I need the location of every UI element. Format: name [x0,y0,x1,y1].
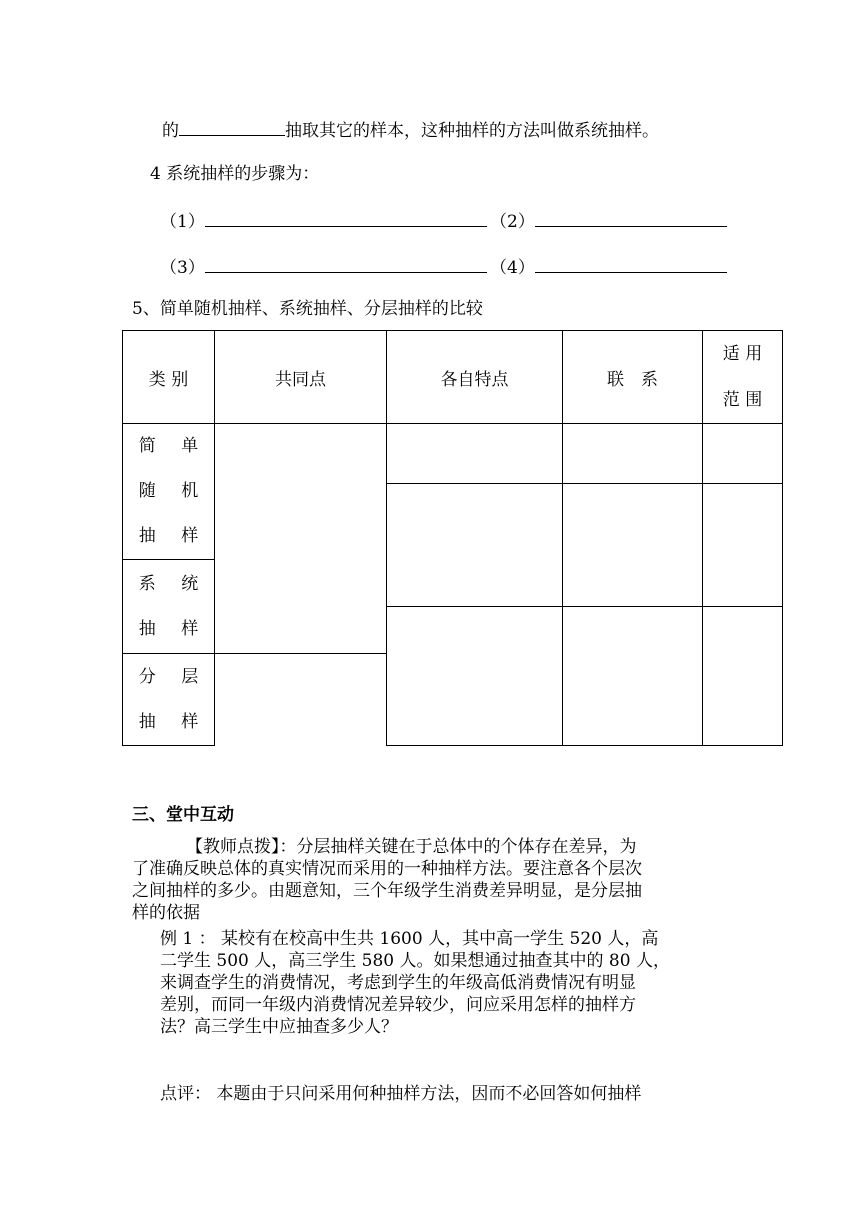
step-3-blank [205,254,487,273]
features-cell[interactable] [387,484,563,607]
section-title: 三、堂中互动 [132,805,234,825]
item5-title: 5、简单随机抽样、系统抽样、分层抽样的比较 [132,299,483,319]
table-header-row [123,331,783,424]
line-suffix: 抽取其它的样本，这种抽样的方法叫做系统抽样。 [285,121,659,141]
tip-line: 样的依据 [132,903,200,923]
step-2 [490,208,727,233]
step-4 [490,254,727,279]
example-1 [160,928,735,1038]
example-line: 二学生 500 人，高三学生 580 人。如果想通过抽查其中的 80 人， [160,951,670,971]
row-label-line: 系 统 [138,573,209,594]
teacher-tip [132,836,732,924]
blank-line [179,117,285,136]
scope-cell[interactable] [703,607,783,746]
fill-in-line [162,117,659,142]
row-label-line: 抽 样 [138,618,209,639]
row-simple-random [123,424,215,560]
step-3 [160,254,487,279]
relation-cell[interactable] [563,484,703,607]
comparison-table [122,330,783,746]
row-label-line: 分 层 [138,666,209,687]
table-row [123,424,783,484]
item4-title: 4 系统抽样的步骤为： [150,164,320,184]
features-cell[interactable] [387,607,563,746]
example-line: 法？高三学生中应抽查多少人？ [160,1017,398,1037]
header-features: 各自特点 [387,331,563,424]
step-4-blank [535,254,727,273]
tip-line: 【教师点拨】：分层抽样关键在于总体中的个体存在差异，为 [186,837,637,857]
step-1-label: （1） [160,212,205,232]
row-label-line: 随 机 [138,481,209,501]
tip-line: 之间抽样的多少。由题意知，三个年级学生消费差异明显，是分层抽 [132,881,642,901]
step-2-blank [535,208,727,227]
tip-line: 了准确反映总体的真实情况而采用的一种抽样方法。要注意各个层次 [132,859,642,879]
features-cell[interactable] [387,424,563,484]
relation-cell[interactable] [563,607,703,746]
scope-cell[interactable] [703,424,783,484]
row-label-line: 抽 样 [138,711,209,732]
common-cell[interactable] [215,424,387,654]
step-1-blank [205,208,487,227]
step-4-label: （4） [490,258,535,278]
step-1 [160,208,487,233]
scope-cell[interactable] [703,484,783,607]
header-scope-line1: 适 用 [722,344,763,364]
step-3-label: （3） [160,258,205,278]
step-2-label: （2） [490,212,535,232]
line-prefix: 的 [162,121,179,141]
row-stratified [123,654,215,746]
relation-cell[interactable] [563,424,703,484]
header-scope [703,331,783,424]
comment: 点评： 本题由于只问采用何种抽样方法，因而不必回答如何抽样 [160,1084,642,1104]
row-label-line: 抽 样 [138,526,209,546]
example-line: 来调查学生的消费情况，考虑到学生的年级高低消费情况有明显 [160,973,636,993]
header-relation: 联 系 [563,331,703,424]
example-line: 例 1 ： 某校有在校高中生共 1600 人，其中高一学生 520 人，高 [160,929,659,949]
header-category: 类 别 [123,331,215,424]
example-line: 差别，而同一年级内消费情况差异较少，问应采用怎样的抽样方 [160,995,636,1015]
header-scope-line2: 范 围 [722,390,763,410]
row-label-line: 简 单 [138,436,209,456]
header-common: 共同点 [215,331,387,424]
row-systematic [123,560,215,654]
